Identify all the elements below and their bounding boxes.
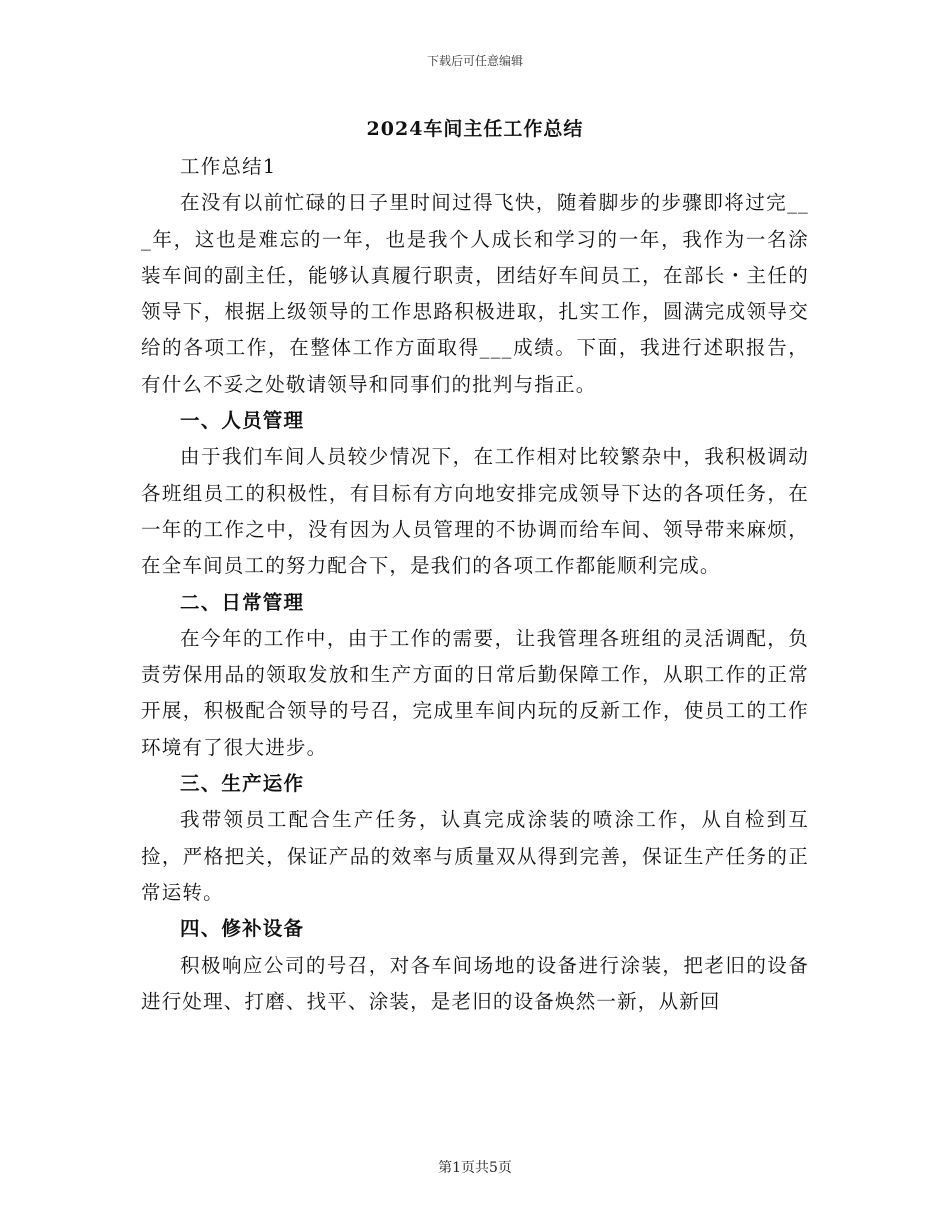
section-heading-equipment: 四、修补设备 — [180, 917, 305, 941]
section-body-equipment: 积极响应公司的号召，对各车间场地的设备进行涂装，把老旧的设备进行处理、打磨、找平、涂装，是老旧的设备焕然一新，从新回 — [141, 953, 809, 1013]
section-body-production: 我带领员工配合生产任务，认真完成涂装的喷涂工作，从自检到互捡，严格把关，保证产品的效率与质量双从得到完善，保证生产任务的正常运转。 — [141, 808, 809, 904]
section-heading-production: 三、生产运作 — [180, 772, 305, 796]
intro-paragraph: 在没有以前忙碌的日子里时间过得飞快，随着脚步的步骤即将过完___年，这也是难忘的一年，也是我个人成长和学习的一年，我作为一名涂装车间的副主任，能够认真履行职责，团结好车间员工，在部长・主任的领导下，根据上级领导的工作思路积极进取，扎实工作，圆满完成领导交给的各项工作，在整体工作方面取得___成绩。下面，我进行述职报告，有什么不妥之处敬请领导和同事们的批判与指正。 — [141, 191, 809, 396]
document-body — [141, 149, 809, 1020]
section-heading-personnel: 一、人员管理 — [180, 409, 305, 433]
page-header-note: 下载后可任意编辑 — [426, 54, 523, 68]
page-number: 第1页共5页 — [438, 1160, 512, 1176]
section-body-personnel: 由于我们车间人员较少情况下，在工作相对比较繁杂中，我积极调动各班组员工的积极性，有目标有方向地安排完成领导下达的各项任务，在一年的工作之中，没有因为人员管理的不协调而给车间、领导带来麻烦，在全车间员工的努力配合下，是我们的各项工作都能顺利完成。 — [141, 445, 809, 578]
section-heading-daily: 二、日常管理 — [180, 590, 305, 614]
document-subtitle: 工作总结1 — [180, 155, 277, 178]
section-body-daily: 在今年的工作中，由于工作的需要，让我管理各班组的灵活调配，负责劳保用品的领取发放和生产方面的日常后勤保障工作，从职工作的正常开展，积极配合领导的号召，完成里车间内玩的反新工作，使员工的工作环境有了很大进步。 — [141, 626, 809, 759]
document-title: 2024车间主任工作总结 — [366, 118, 584, 140]
